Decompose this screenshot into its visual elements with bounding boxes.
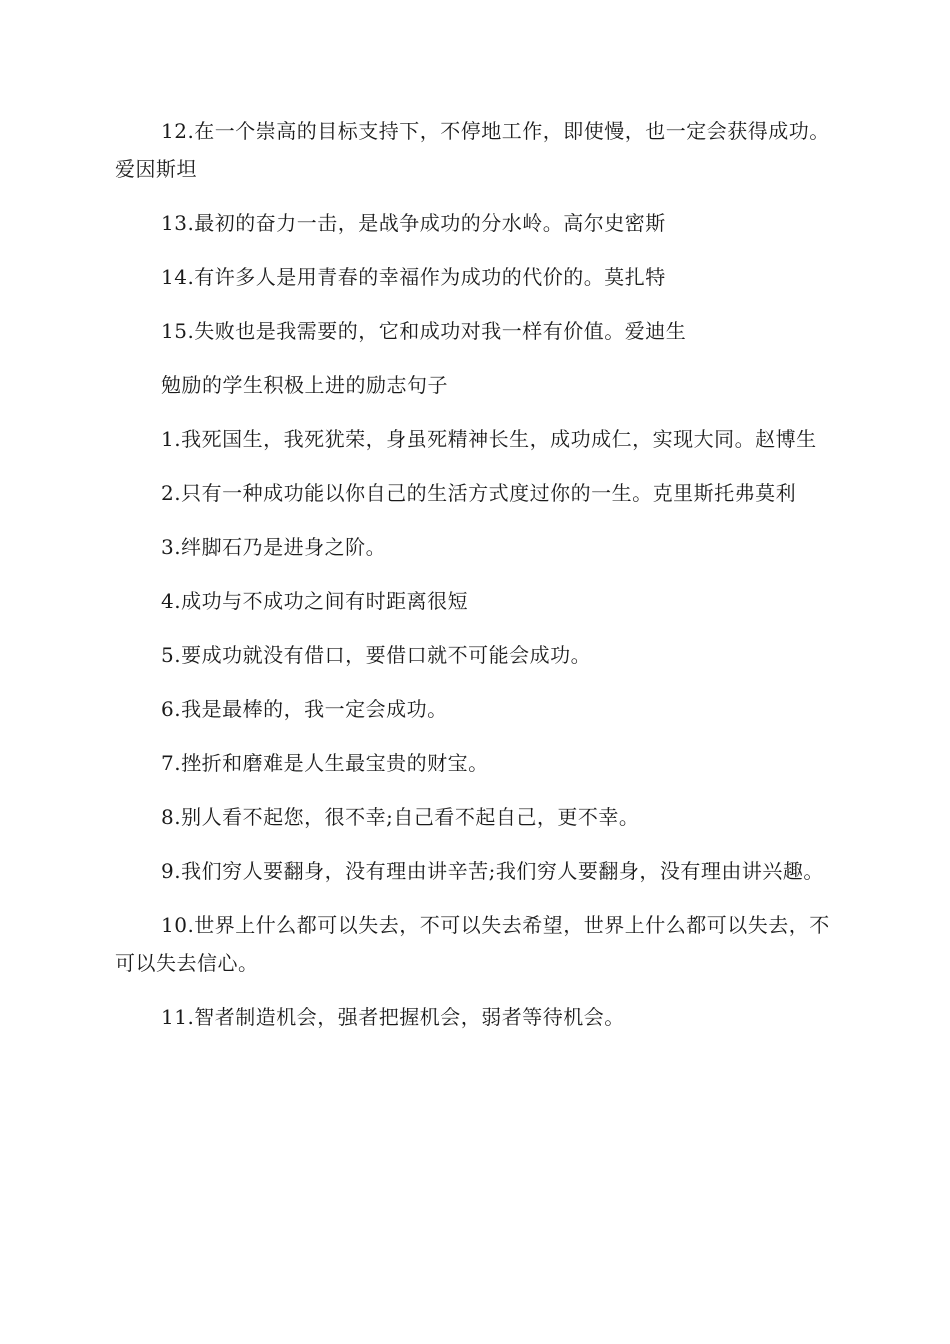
quote-4: 4.成功与不成功之间有时距离很短 — [161, 589, 469, 613]
document-body — [115, 112, 835, 1052]
quote-14: 14.有许多人是用青春的幸福作为成功的代价的。莫扎特 — [161, 265, 666, 289]
quote-13: 13.最初的奋力一击，是战争成功的分水岭。高尔史密斯 — [161, 211, 666, 235]
quote-11: 11.智者制造机会，强者把握机会，弱者等待机会。 — [161, 1005, 625, 1029]
quote-8: 8.别人看不起您，很不幸;自己看不起自己，更不幸。 — [161, 805, 640, 829]
quote-6: 6.我是最棒的，我一定会成功。 — [161, 697, 448, 721]
quote-1: 1.我死国生，我死犹荣，身虽死精神长生，成功成仁，实现大同。赵博生 — [161, 427, 817, 451]
quote-15: 15.失败也是我需要的，它和成功对我一样有价值。爱迪生 — [161, 319, 687, 343]
quote-12: 12.在一个崇高的目标支持下，不停地工作，即使慢，也一定会获得成功。爱因斯坦 — [115, 119, 830, 181]
section-heading: 勉励的学生积极上进的励志句子 — [161, 373, 448, 397]
quote-9: 9.我们穷人要翻身，没有理由讲辛苦;我们穷人要翻身，没有理由讲兴趣。 — [161, 859, 824, 883]
quote-10: 10.世界上什么都可以失去，不可以失去希望，世界上什么都可以失去，不可以失去信心。 — [115, 913, 830, 975]
quote-5: 5.要成功就没有借口，要借口就不可能会成功。 — [161, 643, 592, 667]
quote-3: 3.绊脚石乃是进身之阶。 — [161, 535, 387, 559]
quote-2: 2.只有一种成功能以你自己的生活方式度过你的一生。克里斯托弗莫利 — [161, 481, 797, 505]
quote-7: 7.挫折和磨难是人生最宝贵的财宝。 — [161, 751, 489, 775]
